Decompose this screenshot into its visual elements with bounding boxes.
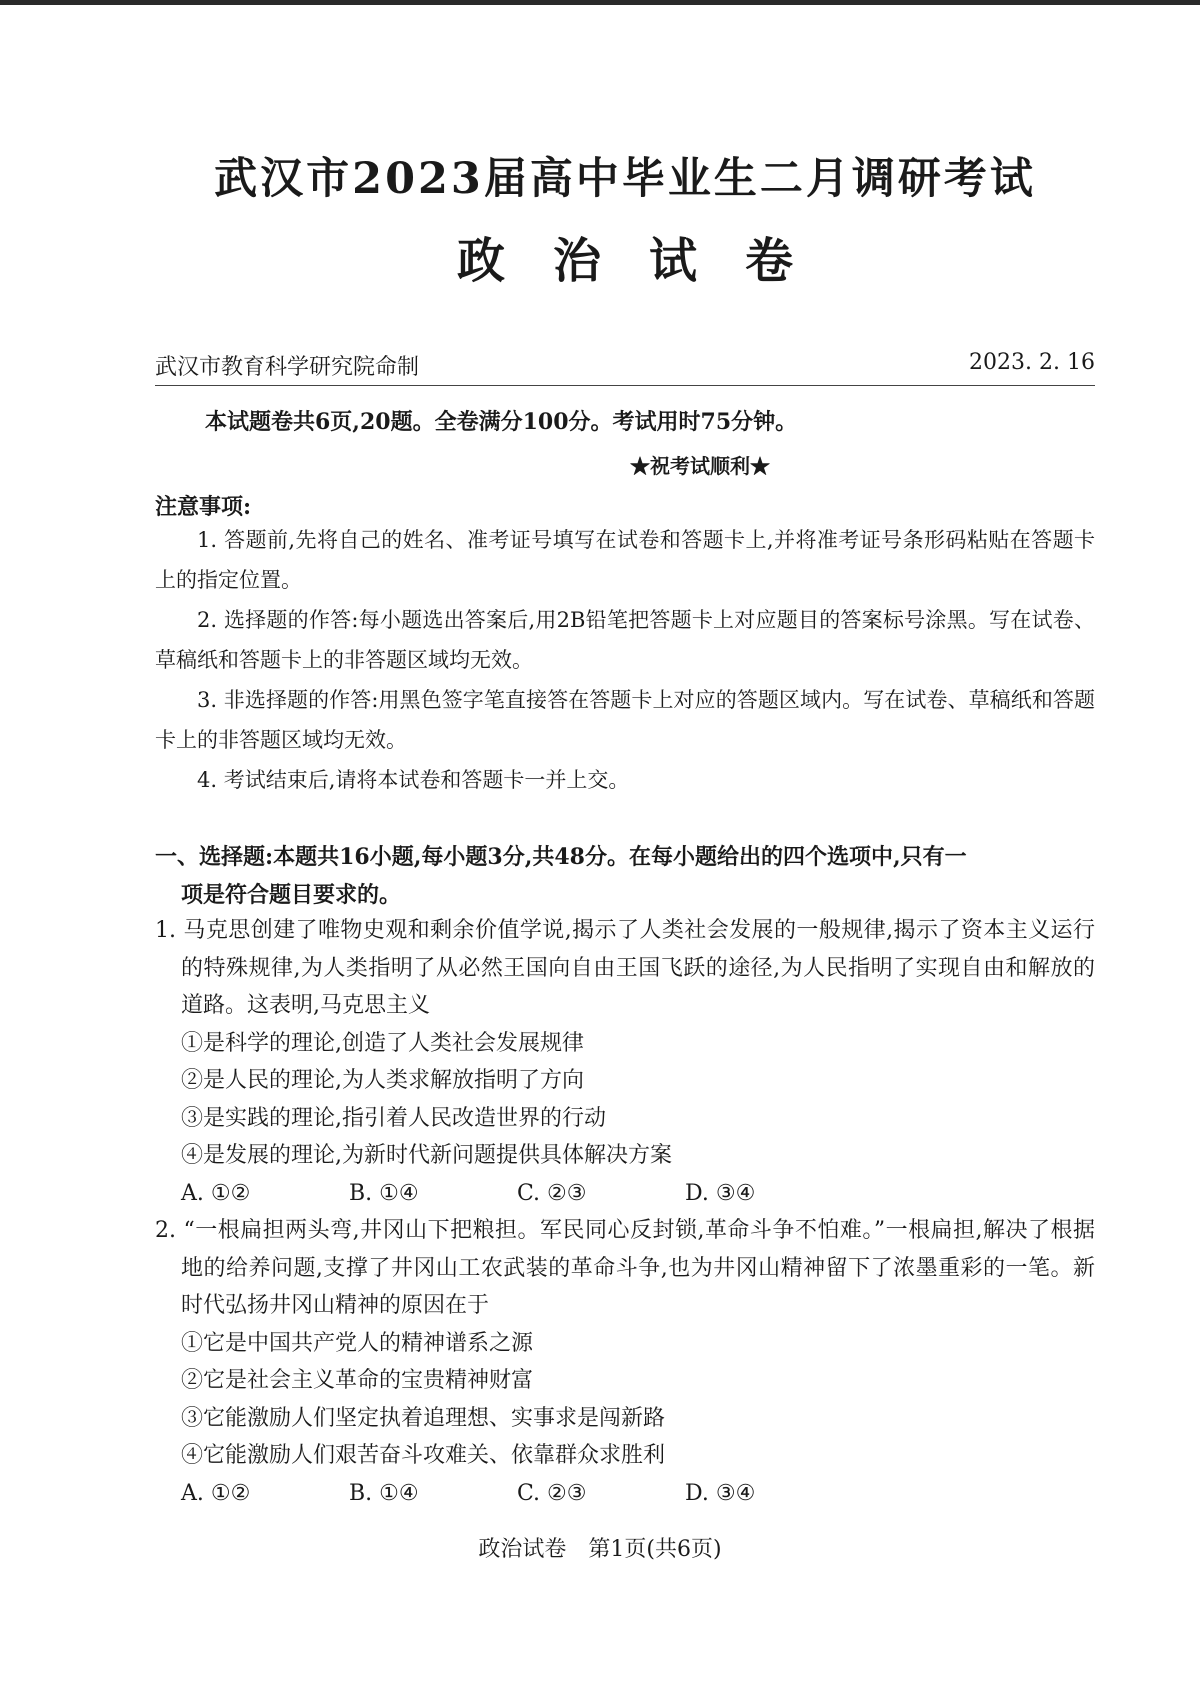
exam-date: 2023. 2. 16 bbox=[969, 350, 1095, 375]
scan-top-border bbox=[0, 0, 1200, 5]
statement-option: ③它能激励人们坚定执着追理想、实事求是闯新路 bbox=[181, 1405, 666, 1431]
question-1 bbox=[155, 912, 1095, 1212]
notice-item: 1. 答题前,先将自己的姓名、准考证号填写在试卷和答题卡上,并将准考证号条形码粘贴在答题卡上的指定位置。 bbox=[155, 528, 1095, 592]
answer-choice-d: D. ③④ bbox=[685, 1480, 756, 1506]
answer-choice-b: B. ①④ bbox=[349, 1480, 419, 1506]
answer-choice-c: C. ②③ bbox=[517, 1180, 587, 1206]
section-heading-line1: 一、选择题:本题共16小题,每小题3分,共48分。在每小题给出的四个选项中,只有一 bbox=[155, 844, 967, 870]
publisher: 武汉市教育科学研究院命制 bbox=[155, 355, 420, 380]
answer-choice-a: A. ①② bbox=[181, 1480, 251, 1506]
notice-list bbox=[155, 520, 1095, 800]
header-divider bbox=[155, 385, 1095, 386]
question-stem: 1. 马克思创建了唯物史观和剩余价值学说,揭示了人类社会发展的一般规律,揭示了资本主义运行的特殊规律,为人类指明了从必然王国向自由王国飞跃的途径,为人民指明了实现自由和解放的道路。这表明,马克思主义 bbox=[155, 918, 1095, 1018]
statement-option: ③是实践的理论,指引着人民改造世界的行动 bbox=[181, 1105, 606, 1131]
notice-heading: 注意事项: bbox=[155, 494, 252, 520]
statement-option: ④它能激励人们艰苦奋斗攻难关、依靠群众求胜利 bbox=[181, 1443, 666, 1468]
question-stem: 2. “一根扁担两头弯,井冈山下把粮担。军民同心反封锁,革命斗争不怕难。”一根扁担,解决了根据地的给养问题,支撑了井冈山工农武装的革命斗争,也为井冈山精神留下了浓墨重彩的一笔。新时代弘扬井冈山精神的原因在于 bbox=[155, 1218, 1095, 1318]
answer-choice-b: B. ①④ bbox=[349, 1180, 419, 1206]
answer-choice-d: D. ③④ bbox=[685, 1180, 756, 1206]
statement-option: ②它是社会主义革命的宝贵精神财富 bbox=[181, 1368, 534, 1393]
meta-line bbox=[155, 350, 1095, 381]
good-luck-banner: ★祝考试顺利★ bbox=[630, 454, 770, 478]
question-2 bbox=[155, 1212, 1095, 1512]
answer-choice-c: C. ②③ bbox=[517, 1480, 587, 1506]
statement-option: ④是发展的理论,为新时代新问题提供具体解决方案 bbox=[181, 1143, 672, 1168]
answer-choices bbox=[155, 1175, 1095, 1213]
statement-option: ①是科学的理论,创造了人类社会发展规律 bbox=[181, 1030, 584, 1056]
section-heading bbox=[155, 838, 1095, 914]
exam-title: 武汉市2023届高中毕业生二月调研考试 bbox=[214, 154, 1036, 204]
question-list bbox=[155, 912, 1095, 1512]
subject-title: 政治试卷 bbox=[456, 233, 841, 289]
statement-option: ②是人民的理论,为人类求解放指明了方向 bbox=[181, 1068, 584, 1093]
answer-choices bbox=[155, 1475, 1095, 1513]
notice-item: 3. 非选择题的作答:用黑色签字笔直接答在答题卡上对应的答题区域内。写在试卷、草稿纸和答题卡上的非答题区域均无效。 bbox=[155, 688, 1095, 752]
answer-choice-a: A. ①② bbox=[181, 1180, 251, 1206]
statement-option: ①它是中国共产党人的精神谱系之源 bbox=[181, 1330, 534, 1356]
section-heading-line2: 项是符合题目要求的。 bbox=[181, 882, 402, 908]
notice-item: 4. 考试结束后,请将本试卷和答题卡一并上交。 bbox=[197, 768, 630, 792]
page-footer: 政治试卷 第1页(共6页) bbox=[478, 1537, 722, 1562]
exam-info: 本试题卷共6页,20题。全卷满分100分。考试用时75分钟。 bbox=[205, 409, 798, 435]
notice-item: 2. 选择题的作答:每小题选出答案后,用2B铅笔把答题卡上对应题目的答案标号涂黑。写在试卷、草稿纸和答题卡上的非答题区域均无效。 bbox=[155, 608, 1095, 672]
